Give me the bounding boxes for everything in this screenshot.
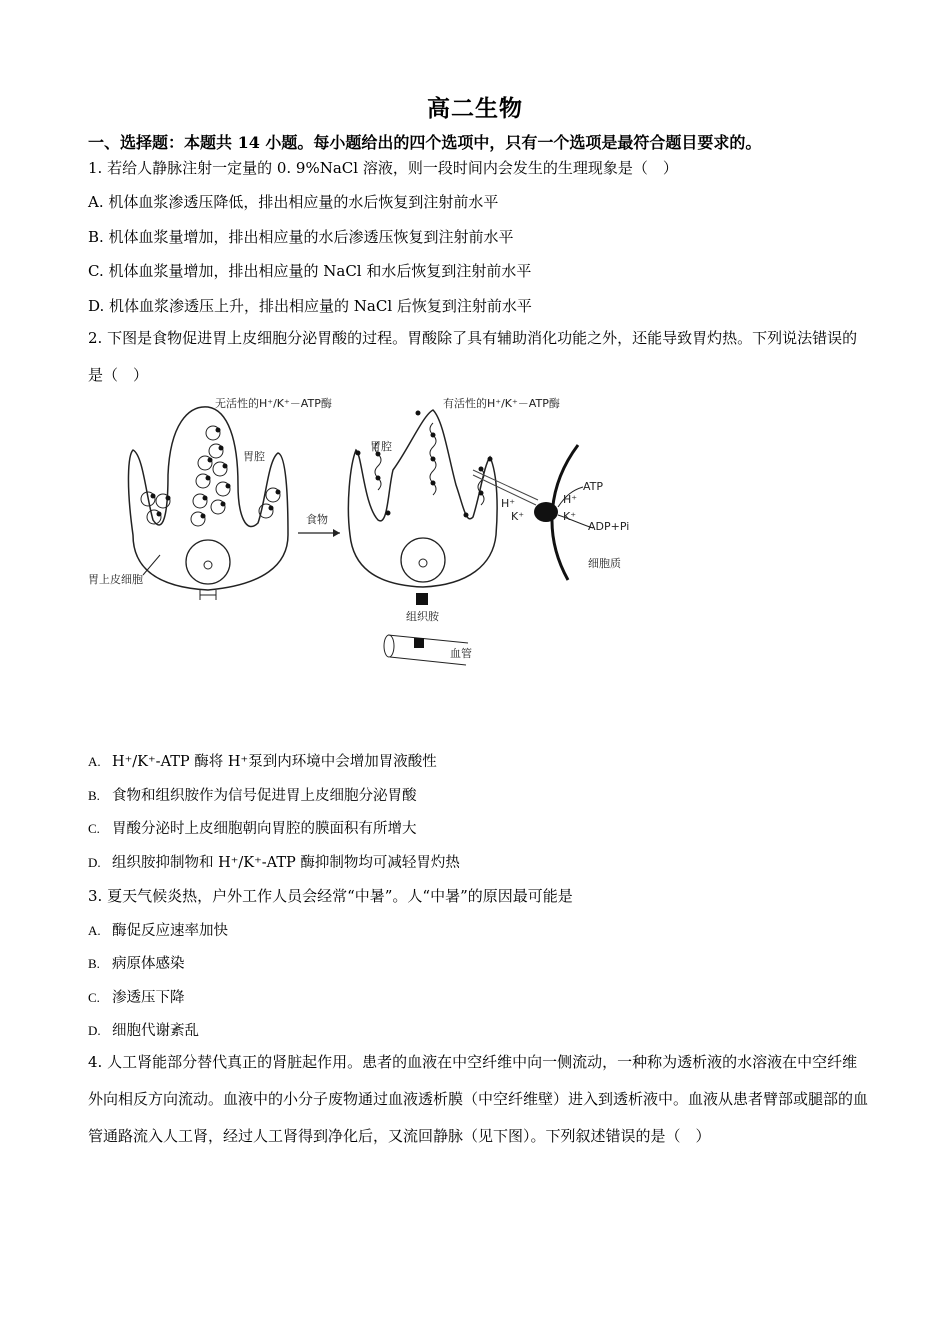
pump-enzyme: [534, 502, 558, 522]
label-adp: ADP+Pi: [588, 520, 630, 533]
inactive-nucleolus: [204, 561, 212, 569]
gastric-acid-diagram: [88, 395, 648, 675]
active-enzyme-dots: [356, 411, 493, 518]
label-k-in: K⁺: [563, 510, 577, 523]
q1-option-b: B. 机体血浆量增加，排出相应量的水后渗透压恢复到注射前水平: [88, 228, 514, 246]
q2-option-a-letter: A.: [88, 754, 101, 769]
food-arrowhead: [333, 529, 340, 537]
q3-option-c-text: 渗透压下降: [112, 990, 185, 1006]
q1-option-c: C. 机体血浆量增加，排出相应量的 NaCl 和水后恢复到注射前水平: [88, 262, 532, 280]
q2-option-a: [88, 750, 437, 771]
q3-option-a-text: 酶促反应速率加快: [112, 923, 228, 939]
label-epithelial-pointer: [143, 555, 160, 575]
q3-option-b-letter: B.: [88, 956, 100, 971]
q2-option-d: [88, 851, 460, 872]
active-cell-outline: [348, 410, 497, 587]
q2-option-c: [88, 817, 417, 838]
q3-option-c: [88, 986, 185, 1007]
q3-option-d-letter: D.: [88, 1023, 101, 1038]
q1-option-d: D. 机体血浆渗透压上升，排出相应量的 NaCl 后恢复到注射前水平: [88, 297, 532, 315]
section-heading: 一、选择题：本题共 14 小题。每小题给出的四个选项中，只有一个选项是最符合题目要求的。: [88, 133, 762, 152]
histamine-square: [416, 593, 428, 605]
label-cytoplasm: 细胞质: [588, 557, 621, 570]
q2-option-d-letter: D.: [88, 855, 101, 870]
q2-option-d-text: 组织胺抑制物和 H⁺/K⁺-ATP 酶抑制物均可减轻胃灼热: [112, 855, 460, 871]
q2-option-c-letter: C.: [88, 821, 100, 836]
inactive-cell-nucleus: [186, 540, 230, 584]
vessel-histamine: [414, 638, 424, 648]
inactive-vesicles: [141, 426, 280, 526]
blood-vessel-end: [384, 635, 394, 657]
q3-option-d-text: 细胞代谢紊乱: [112, 1023, 199, 1039]
inactive-cell-outline: [128, 407, 288, 590]
label-gastric-cavity-1: 胃腔: [243, 450, 265, 463]
q1-stem: 1. 若给人静脉注射一定量的 0. 9%NaCl 溶液，则一段时间内会发生的生理现象是（ ）: [88, 159, 678, 177]
q3-option-b-text: 病原体感染: [112, 956, 185, 972]
label-h-out: H⁺: [501, 497, 516, 510]
label-food: 食物: [306, 513, 328, 526]
q4-stem: 4. 人工肾能部分替代真正的肾脏起作用。患者的血液在中空纤维中向一侧流动，一种称为透析液的水溶液在中空纤维外向相反方向流动。血液中的小分子废物通过血液透析膜（中空纤维壁）进入到透析液中。血液从患者臂部或腿部的血管通路流入人工肾，经过人工肾得到净化后，又流回静脉（见下图）。下列叙述错误的是（ ）: [88, 1053, 869, 1145]
q2-option-c-text: 胃酸分泌时上皮细胞朝向胃腔的膜面积有所增大: [112, 821, 417, 837]
label-atp: ATP: [583, 480, 604, 493]
q2-option-a-text: H⁺/K⁺-ATP 酶将 H⁺泵到内环境中会增加胃液酸性: [112, 754, 437, 770]
label-epithelial-cell: 胃上皮细胞: [88, 573, 143, 586]
q3-option-b: [88, 952, 185, 973]
q3-option-a: [88, 919, 228, 940]
label-h-in: H⁺: [563, 493, 578, 506]
label-active-enzyme: 有活性的H⁺/K⁺－ATP酶: [443, 397, 560, 410]
label-blood-vessel: 血管: [450, 647, 472, 660]
label-k-out: K⁺: [511, 510, 525, 523]
page-title: 高二生物: [427, 95, 523, 122]
q2-option-b-letter: B.: [88, 788, 100, 803]
label-gastric-cavity-2: 胃腔: [370, 440, 392, 453]
q3-option-a-letter: A.: [88, 923, 101, 938]
label-histamine: 组织胺: [406, 610, 439, 623]
q2-option-b: [88, 784, 417, 805]
q1-option-a: A. 机体血浆渗透压降低，排出相应量的水后恢复到注射前水平: [88, 193, 499, 211]
active-nucleolus: [419, 559, 427, 567]
q3-stem: 3. 夏天气候炎热，户外工作人员会经常“中暑”。人“中暑”的原因最可能是: [88, 887, 573, 905]
label-inactive-enzyme: 无活性的H⁺/K⁺－ATP酶: [215, 397, 332, 410]
q2-stem: 2. 下图是食物促进胃上皮细胞分泌胃酸的过程。胃酸除了具有辅助消化功能之外，还能导致胃灼热。下列说法错误的是（ ）: [88, 329, 858, 384]
inactive-enzyme-dots: [151, 428, 281, 519]
active-cell-nucleus: [401, 538, 445, 582]
q3-option-d: [88, 1019, 199, 1040]
q3-option-c-letter: C.: [88, 990, 100, 1005]
inactive-cell-receptor: [200, 590, 216, 600]
q2-option-b-text: 食物和组织胺作为信号促进胃上皮细胞分泌胃酸: [112, 788, 417, 804]
